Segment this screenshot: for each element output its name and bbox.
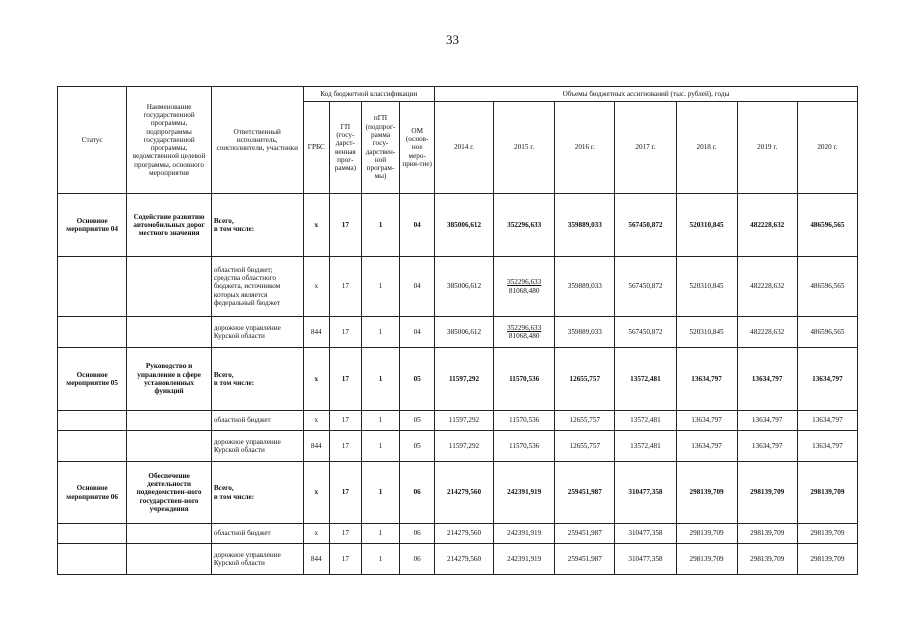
- value-cell: 214279,560: [435, 544, 494, 575]
- value-cell: 214279,560: [435, 462, 494, 524]
- name-cell: [127, 431, 212, 462]
- responsible-cell: Всего, в том числе:: [211, 462, 303, 524]
- header-year: 2014 г.: [435, 102, 494, 194]
- name-cell: Обеспечение деятельности подведомствен-ного государствен-ного учреждения: [127, 462, 212, 524]
- pgp-cell: 1: [361, 524, 400, 544]
- header-year: 2017 г.: [615, 102, 676, 194]
- name-cell: [127, 257, 212, 317]
- value-cell: 11570,536: [494, 431, 555, 462]
- grbs-cell: 844: [303, 317, 329, 348]
- value-cell: 259451,987: [555, 524, 615, 544]
- table-row: [58, 462, 858, 524]
- responsible-cell: областной бюджет: [211, 524, 303, 544]
- value-cell: 385006,612: [435, 194, 494, 257]
- value-cell: 11570,536: [494, 348, 555, 411]
- responsible-cell: Всего, в том числе:: [211, 348, 303, 411]
- om-cell: 04: [400, 257, 435, 317]
- value-cell: 13572,481: [615, 431, 676, 462]
- name-cell: [127, 411, 212, 431]
- table-row: [58, 317, 858, 348]
- value-cell: 259451,987: [555, 544, 615, 575]
- value-cell: 13634,797: [737, 348, 797, 411]
- value-cell: 298139,709: [737, 524, 797, 544]
- gp-cell: 17: [330, 411, 362, 431]
- name-cell: Руководство и управление в сфере установленных функций: [127, 348, 212, 411]
- pgp-cell: 1: [361, 544, 400, 575]
- grbs-cell: x: [303, 411, 329, 431]
- page-number: 33: [446, 32, 459, 47]
- value-cell: 520310,845: [676, 257, 737, 317]
- value-cell: 298139,709: [676, 462, 737, 524]
- pgp-cell: 1: [361, 317, 400, 348]
- table-row: [58, 257, 858, 317]
- value-cell: 486596,565: [797, 194, 857, 257]
- value-main: 352296,633: [507, 323, 542, 332]
- grbs-cell: 844: [303, 431, 329, 462]
- value-cell: 242391,919: [494, 544, 555, 575]
- value-cell: 13634,797: [737, 411, 797, 431]
- value-cell: 486596,565: [797, 317, 857, 348]
- value-cell: 298139,709: [737, 544, 797, 575]
- value-cell: 482228,632: [737, 317, 797, 348]
- gp-cell: 17: [330, 317, 362, 348]
- grbs-cell: x: [303, 194, 329, 257]
- om-cell: 05: [400, 348, 435, 411]
- value-cell: 482228,632: [737, 257, 797, 317]
- value-cell: 298139,709: [676, 544, 737, 575]
- header-year: 2018 г.: [676, 102, 737, 194]
- responsible-cell: дорожное управление Курской области: [211, 317, 303, 348]
- gp-cell: 17: [330, 348, 362, 411]
- status-cell: [58, 411, 127, 431]
- value-cell: [494, 317, 555, 348]
- value-cell: 486596,565: [797, 257, 857, 317]
- value-cell: 13634,797: [797, 348, 857, 411]
- om-cell: 06: [400, 524, 435, 544]
- pgp-cell: 1: [361, 194, 400, 257]
- gp-cell: 17: [330, 194, 362, 257]
- table-row: [58, 544, 858, 575]
- pgp-cell: 1: [361, 431, 400, 462]
- value-cell: 13634,797: [676, 411, 737, 431]
- status-cell: [58, 524, 127, 544]
- value-cell: 13634,797: [676, 348, 737, 411]
- header-responsible: Ответственный исполнитель, соисполнители, участники: [211, 87, 303, 194]
- status-cell: Основное мероприятие 05: [58, 348, 127, 411]
- grbs-cell: x: [303, 462, 329, 524]
- value-federal: 81068,480: [508, 332, 540, 340]
- grbs-cell: 844: [303, 544, 329, 575]
- value-cell: 520310,845: [676, 317, 737, 348]
- value-cell: 385006,612: [435, 257, 494, 317]
- gp-cell: 17: [330, 524, 362, 544]
- status-cell: [58, 431, 127, 462]
- table-row: [58, 411, 858, 431]
- table-row: [58, 431, 858, 462]
- value-cell: 11570,536: [494, 411, 555, 431]
- value-cell: 359889,033: [555, 194, 615, 257]
- value-cell: 482228,632: [737, 194, 797, 257]
- value-cell: 298139,709: [797, 524, 857, 544]
- value-cell: 242391,919: [494, 524, 555, 544]
- grbs-cell: x: [303, 524, 329, 544]
- om-cell: 05: [400, 411, 435, 431]
- value-cell: 13634,797: [676, 431, 737, 462]
- pgp-cell: 1: [361, 257, 400, 317]
- om-cell: 04: [400, 317, 435, 348]
- status-cell: Основное мероприятие 04: [58, 194, 127, 257]
- header-volume-group: Объемы бюджетных ассигнований (тыс. рублей), годы: [435, 87, 858, 102]
- value-cell: 259451,987: [555, 462, 615, 524]
- table-row: [58, 348, 858, 411]
- header-code-group: Код бюджетной классификации: [303, 87, 434, 102]
- header-year: 2020 г.: [797, 102, 857, 194]
- value-cell: 298139,709: [737, 462, 797, 524]
- value-cell: 352296,633: [494, 194, 555, 257]
- value-cell: [494, 257, 555, 317]
- header-year: 2019 г.: [737, 102, 797, 194]
- budget-table: [57, 86, 858, 575]
- value-federal: 81068,480: [508, 286, 540, 295]
- name-cell: Содействие развитию автомобильных дорог местного значения: [127, 194, 212, 257]
- header-status: Статус: [58, 87, 127, 194]
- name-cell: [127, 524, 212, 544]
- status-cell: [58, 257, 127, 317]
- grbs-cell: x: [303, 257, 329, 317]
- gp-cell: 17: [330, 544, 362, 575]
- value-cell: 567450,872: [615, 317, 676, 348]
- header-year: 2016 г.: [555, 102, 615, 194]
- value-cell: 12655,757: [555, 411, 615, 431]
- value-main: 352296,633: [507, 278, 542, 287]
- om-cell: 06: [400, 462, 435, 524]
- value-cell: 298139,709: [797, 462, 857, 524]
- header-name: Наименование государственной программы, подпрограммы государственной программы, ведомственной целевой программы, основного мероприятия: [127, 87, 212, 194]
- gp-cell: 17: [330, 462, 362, 524]
- gp-cell: 17: [330, 257, 362, 317]
- table-row: [58, 524, 858, 544]
- value-cell: 13572,481: [615, 348, 676, 411]
- value-cell: 13634,797: [797, 431, 857, 462]
- responsible-cell: Всего, в том числе:: [211, 194, 303, 257]
- header-year: 2015 г.: [494, 102, 555, 194]
- gp-cell: 17: [330, 431, 362, 462]
- om-cell: 04: [400, 194, 435, 257]
- value-cell: 214279,560: [435, 524, 494, 544]
- value-cell: 13634,797: [797, 411, 857, 431]
- status-cell: Основное мероприятие 06: [58, 462, 127, 524]
- value-cell: 567450,872: [615, 257, 676, 317]
- value-cell: 298139,709: [797, 544, 857, 575]
- header-pgp: пГП (подпрог-рамма госу-дарствен-ной програм-мы): [361, 102, 400, 194]
- value-cell: 359889,033: [555, 257, 615, 317]
- responsible-cell: областной бюджет; средства областного бюджета, источником которых является федеральный бюджет: [211, 257, 303, 317]
- value-cell: 310477,358: [615, 462, 676, 524]
- om-cell: 05: [400, 431, 435, 462]
- name-cell: [127, 544, 212, 575]
- responsible-cell: областной бюджет: [211, 411, 303, 431]
- value-cell: 359889,033: [555, 317, 615, 348]
- value-cell: 385006,612: [435, 317, 494, 348]
- pgp-cell: 1: [361, 462, 400, 524]
- pgp-cell: 1: [361, 411, 400, 431]
- value-cell: 12655,757: [555, 348, 615, 411]
- header-om: ОМ (основ-ное меро-прия-тие): [400, 102, 435, 194]
- table-row: [58, 194, 858, 257]
- value-cell: 242391,919: [494, 462, 555, 524]
- value-cell: 11597,292: [435, 348, 494, 411]
- value-cell: 310477,358: [615, 544, 676, 575]
- header-gp: ГП (госу-дарст-венная прог-рамма): [330, 102, 362, 194]
- grbs-cell: x: [303, 348, 329, 411]
- responsible-cell: дорожное управление Курской области: [211, 544, 303, 575]
- value-cell: 520310,845: [676, 194, 737, 257]
- value-cell: 13572,481: [615, 411, 676, 431]
- value-cell: 11597,292: [435, 411, 494, 431]
- value-cell: 12655,757: [555, 431, 615, 462]
- header-grbs: ГРБС: [303, 102, 329, 194]
- value-cell: 11597,292: [435, 431, 494, 462]
- name-cell: [127, 317, 212, 348]
- value-cell: 13634,797: [737, 431, 797, 462]
- status-cell: [58, 317, 127, 348]
- status-cell: [58, 544, 127, 575]
- pgp-cell: 1: [361, 348, 400, 411]
- responsible-cell: дорожное управление Курской области: [211, 431, 303, 462]
- om-cell: 06: [400, 544, 435, 575]
- value-cell: 310477,358: [615, 524, 676, 544]
- value-cell: 298139,709: [676, 524, 737, 544]
- value-cell: 567450,872: [615, 194, 676, 257]
